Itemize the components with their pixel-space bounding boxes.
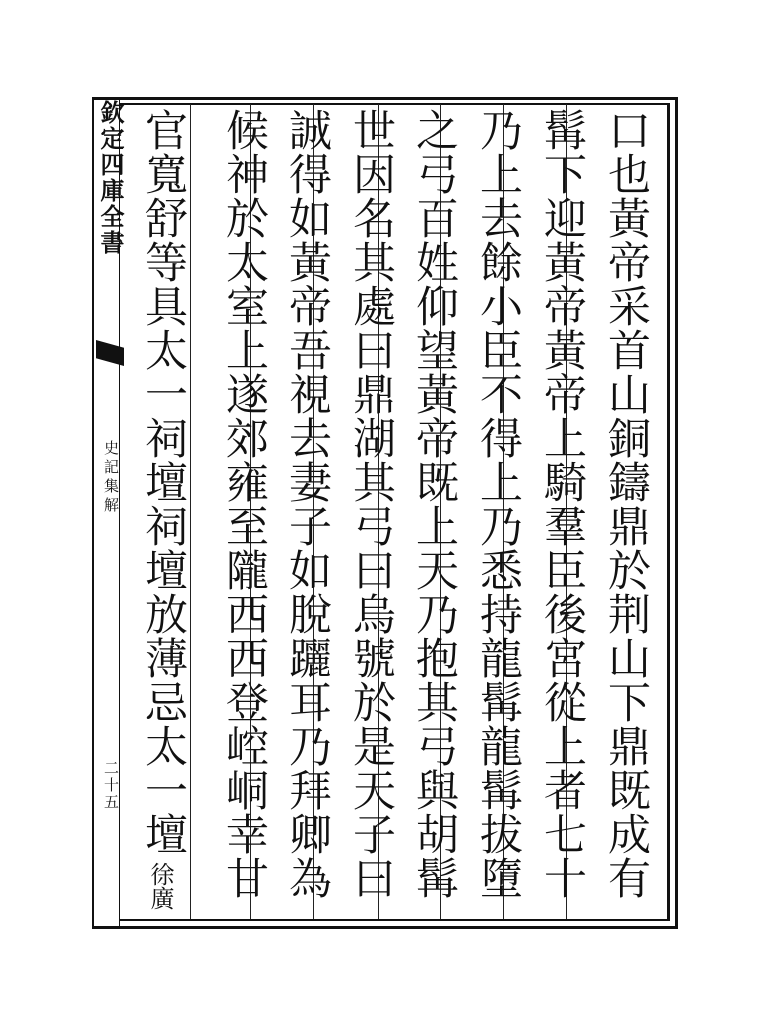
- text-column-1: 口也黃帝采首山銅鑄鼎於荆山下鼎既成有: [601, 108, 651, 900]
- fold-book-title: 史記集解: [102, 440, 120, 516]
- fold-page-number: 二十五: [102, 760, 120, 811]
- fold-title: 欽定四庫全書: [96, 100, 125, 256]
- text-column-3: 乃上去餘小臣不得上乃悉持龍髯龍髯拔墮: [473, 108, 523, 900]
- column-rule: [190, 104, 191, 919]
- text-column-7: 候神於太室上遂郊雍至隴西西登崆峒幸甘: [219, 108, 269, 900]
- text-column-2: 髯下迎黃帝黃帝上騎羣臣後宮從上者七十: [537, 108, 587, 900]
- text-column-8: 官寬舒等具太一祠壇祠壇放薄忌太一壇: [138, 108, 188, 856]
- text-column-5: 世因名其處曰鼎湖其弓曰烏號於是天子曰: [346, 108, 396, 900]
- text-column-4: 之弓百姓仰望黃帝既上天乃抱其弓與胡髯: [409, 108, 459, 900]
- text-column-6: 誠得如黃帝吾視去妻子如脫躧耳乃拜卿為: [282, 108, 332, 900]
- annotation-note: 徐廣: [146, 862, 174, 910]
